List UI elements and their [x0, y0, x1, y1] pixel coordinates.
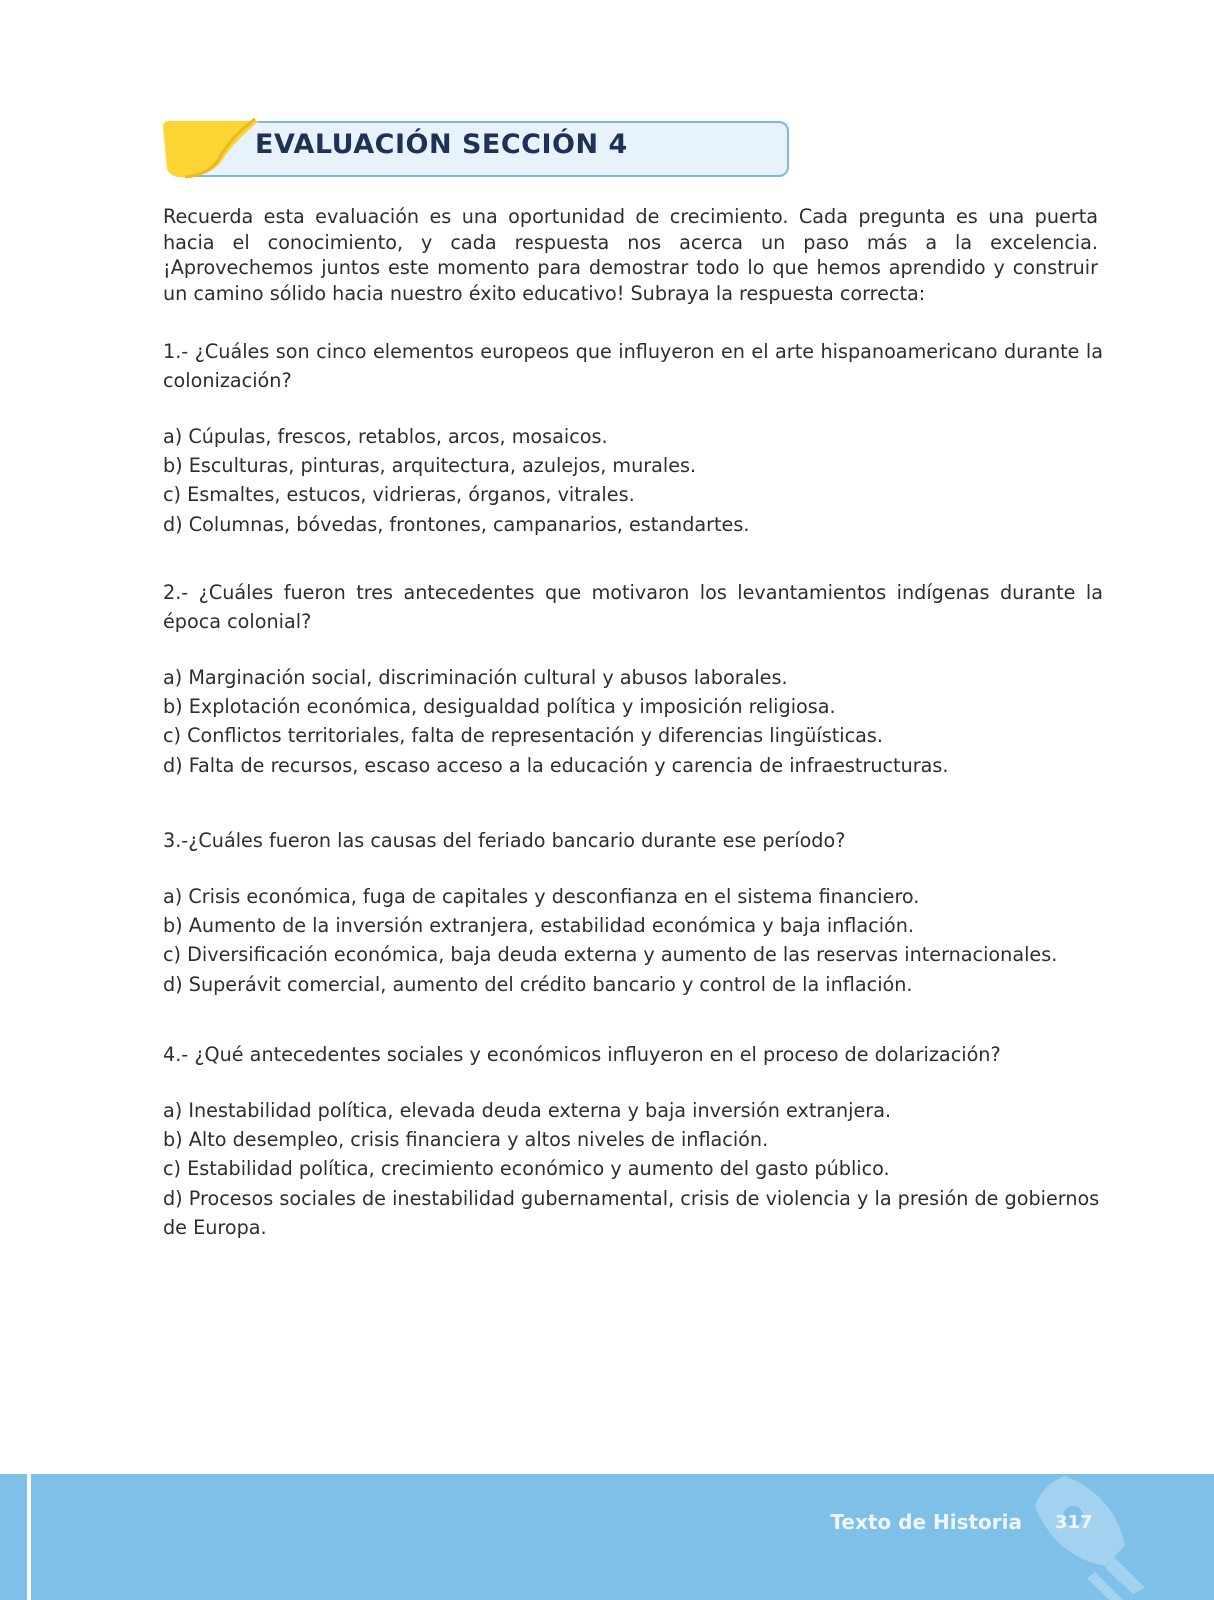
- question-1: [163, 337, 1103, 539]
- option-a[interactable]: a) Inestabilidad política, elevada deuda externa y baja inversión extranjera.: [163, 1099, 892, 1122]
- question-2: [163, 578, 1103, 780]
- option-d[interactable]: d) Procesos sociales de inestabilidad gubernamental, crisis de violencia y la presión de gobiernos de Europa.: [163, 1186, 1100, 1239]
- rocket-icon: [1025, 1476, 1155, 1600]
- page-number: 317: [1055, 1512, 1093, 1533]
- question-4: [163, 1040, 1103, 1242]
- intro-paragraph: Recuerda esta evaluación es una oportunidad de crecimiento. Cada pregunta es una puerta hacia el conocimiento, y cada respuesta nos acerca un paso más a la excelencia. ¡Aprovechemos juntos este momento para demostrar todo lo que hemos aprendido y construir un camino sólido hacia nuestro éxito educativo! Subraya la respuesta correcta:: [163, 205, 1098, 305]
- option-c[interactable]: c) Diversificación económica, baja deuda externa y aumento de las reservas internacionales.: [163, 943, 1058, 967]
- options-list: [163, 663, 1103, 780]
- question-text: 4.- ¿Qué antecedentes sociales y económicos influyeron en el proceso de dolarización?: [163, 1043, 1001, 1066]
- option-a[interactable]: a) Cúpulas, frescos, retablos, arcos, mosaicos.: [163, 425, 608, 448]
- option-a[interactable]: a) Marginación social, discriminación cultural y abusos laborales.: [163, 666, 788, 689]
- section-header: [163, 113, 795, 181]
- options-list: [163, 422, 1103, 539]
- header-tab-decoration: [163, 113, 263, 181]
- option-b[interactable]: b) Esculturas, pinturas, arquitectura, azulejos, murales.: [163, 454, 697, 478]
- option-b[interactable]: b) Alto desempleo, crisis financiera y altos niveles de inflación.: [163, 1128, 769, 1152]
- question-text: 2.- ¿Cuáles fueron tres antecedentes que motivaron los levantamientos indígenas durante la época colonial?: [163, 581, 1103, 633]
- option-b[interactable]: b) Explotación económica, desigualdad política y imposición religiosa.: [163, 695, 836, 719]
- footer-divider: [27, 1474, 31, 1600]
- option-c[interactable]: c) Esmaltes, estucos, vidrieras, órganos, vitrales.: [163, 483, 635, 507]
- question-3: [163, 826, 1103, 999]
- option-d[interactable]: d) Superávit comercial, aumento del crédito bancario y control de la inflación.: [163, 972, 913, 996]
- option-c[interactable]: c) Conflictos territoriales, falta de representación y diferencias lingüísticas.: [163, 724, 884, 748]
- option-d[interactable]: d) Columnas, bóvedas, frontones, campanarios, estandartes.: [163, 512, 750, 536]
- question-text: 1.- ¿Cuáles son cinco elementos europeos que influyeron en el arte hispanoamericano durante la colonización?: [163, 340, 1103, 392]
- option-c[interactable]: c) Estabilidad política, crecimiento económico y aumento del gasto público.: [163, 1157, 890, 1181]
- option-a[interactable]: a) Crisis económica, fuga de capitales y desconfianza en el sistema financiero.: [163, 885, 920, 908]
- option-b[interactable]: b) Aumento de la inversión extranjera, estabilidad económica y baja inflación.: [163, 914, 915, 938]
- page-footer: [0, 1474, 1214, 1600]
- options-list: [163, 882, 1103, 999]
- options-list: [163, 1096, 1103, 1242]
- page-title: EVALUACIÓN SECCIÓN 4: [255, 129, 628, 160]
- option-d[interactable]: d) Falta de recursos, escaso acceso a la educación y carencia de infraestructuras.: [163, 753, 949, 777]
- question-text: 3.-¿Cuáles fueron las causas del feriado bancario durante ese período?: [163, 829, 846, 852]
- book-title: Texto de Historia: [830, 1510, 1022, 1534]
